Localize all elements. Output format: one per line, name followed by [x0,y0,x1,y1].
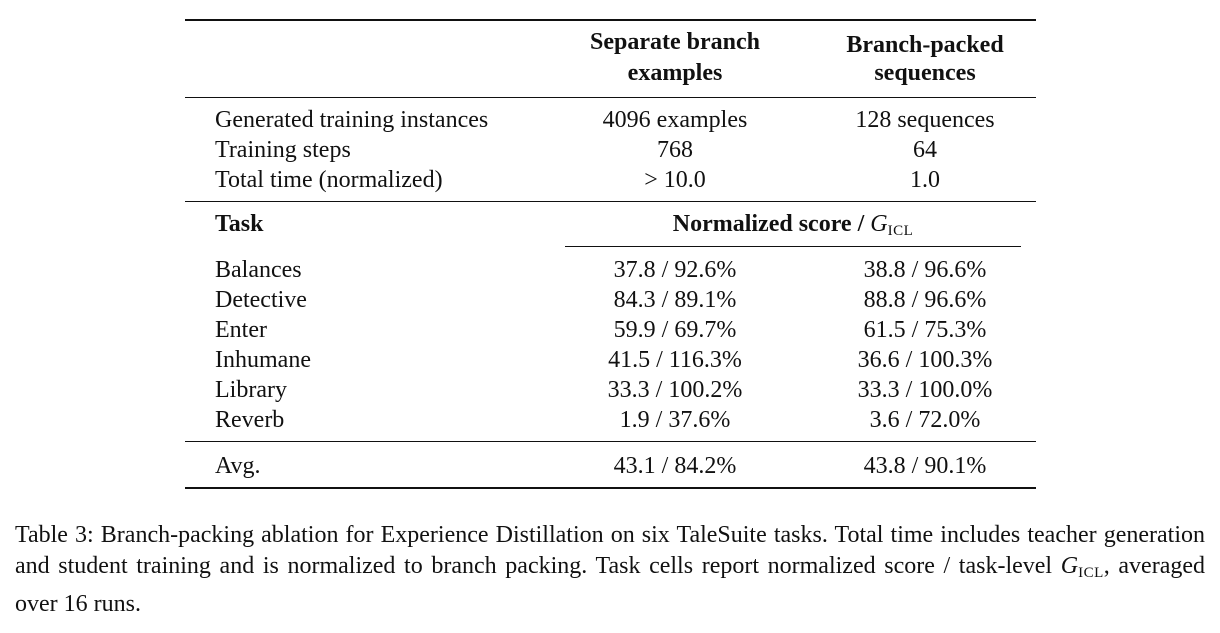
stats-row-label: Total time (normalized) [215,167,443,193]
task-row-value: 37.8 / 92.6% [613,257,737,283]
avg-row-value: 43.8 / 90.1% [863,453,987,479]
task-row-label: Inhumane [215,347,311,373]
task-row-value: 3.6 / 72.0% [869,407,981,433]
stats-row-value: 128 sequences [855,107,995,133]
stats-row-value: > 10.0 [644,167,706,193]
task-row-value: 1.9 / 37.6% [619,407,731,433]
col2-header-line2: sequences [874,60,976,86]
task-row-value: 88.8 / 96.6% [863,287,987,313]
task-row-value: 59.9 / 69.7% [613,317,737,343]
metric-symbol: G [870,211,888,237]
bottom-rule [185,487,1036,489]
avg-row-label: Avg. [215,453,261,479]
top-rule [185,19,1036,21]
task-row-value: 38.8 / 96.6% [863,257,987,283]
task-row-label: Reverb [215,407,285,433]
mid-rule [185,201,1036,202]
caption-text: Table 3: Branch-packing ablation for Experience Distillation on six TaleSuite tasks. Total time includes teacher generation and student training and is normalized to branch packing. Task cells report normalized score / task-level [15,522,1205,579]
task-row-value: 33.3 / 100.0% [857,377,993,403]
caption-text-end: , averaged over 16 runs. [15,553,1206,617]
caption-symbol: G [1060,553,1079,579]
task-row-label: Detective [215,287,307,313]
metric-underline [565,246,1021,247]
avg-row-value: 43.1 / 84.2% [613,453,737,479]
avg-rule [185,441,1036,442]
caption-subscript: ICL [1078,565,1104,581]
col1-header-line1: Separate branch [590,29,760,55]
task-row-label: Balances [215,257,302,283]
task-row-label: Enter [215,317,267,343]
col2-header-line1: Branch-packed [846,32,1004,58]
task-row-value: 33.3 / 100.2% [607,377,743,403]
stats-row-value: 768 [657,137,693,163]
task-row-value: 36.6 / 100.3% [857,347,993,373]
stats-row-value: 4096 examples [602,107,748,133]
metric-header-text: Normalized score / [672,211,871,237]
header-rule [185,97,1036,98]
stats-row-value: 1.0 [910,167,940,193]
task-row-label: Library [215,377,287,403]
metric-header [565,210,1021,246]
stats-row-value: 64 [913,137,937,163]
task-row-value: 84.3 / 89.1% [613,287,737,313]
col1-header-line2: examples [627,60,723,86]
task-row-value: 41.5 / 116.3% [608,347,742,373]
stats-row-label: Training steps [215,137,351,163]
task-column-header: Task [215,211,264,237]
stats-row-label: Generated training instances [215,107,489,133]
table-caption [15,520,1205,620]
task-row-value: 61.5 / 75.3% [863,317,987,343]
metric-subscript: ICL [887,223,914,239]
